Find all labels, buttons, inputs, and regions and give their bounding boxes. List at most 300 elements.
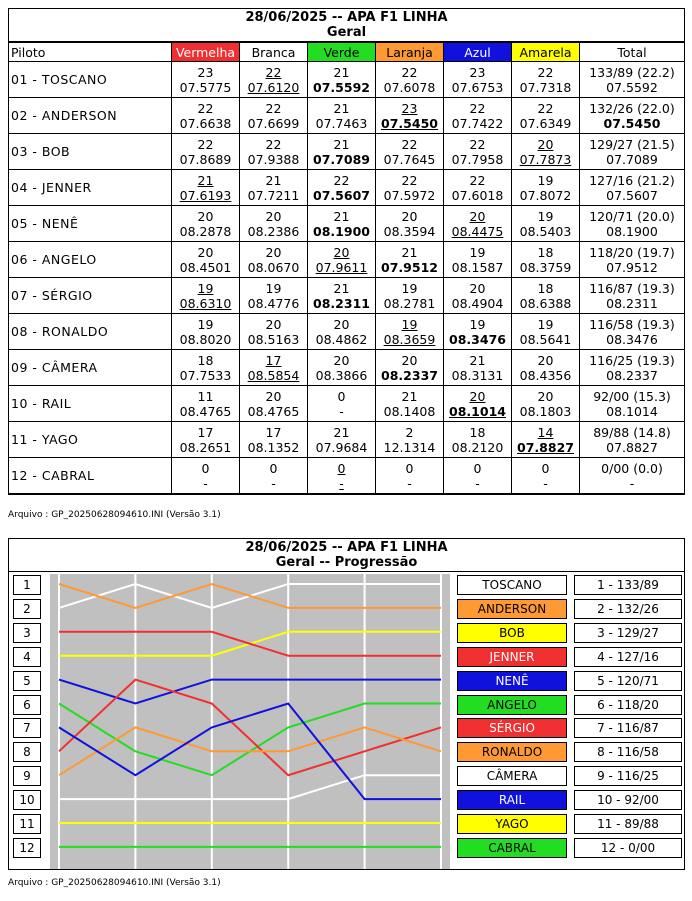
column-header-branca: Branca	[240, 43, 308, 62]
best-lap-value: 07.6638	[179, 115, 232, 131]
result-cell	[376, 278, 444, 314]
result-cell	[172, 62, 240, 98]
result-cell	[308, 206, 376, 242]
best-lap-value: 08.4765	[247, 403, 300, 419]
position-label: 5	[13, 671, 41, 691]
result-cell	[308, 170, 376, 206]
laps-value: 19	[537, 208, 554, 224]
total-score: 116/87 (19.3)	[589, 280, 675, 296]
best-lap-value: 08.5641	[519, 331, 572, 347]
best-lap-value: 08.3594	[383, 223, 436, 239]
result-cell	[240, 422, 308, 458]
best-lap-value: 07.5775	[179, 79, 232, 95]
result-cell	[308, 98, 376, 134]
total-cell	[580, 350, 685, 386]
column-header-laranja: Laranja	[376, 43, 444, 62]
laps-value: 20	[265, 388, 282, 404]
result-cell	[240, 350, 308, 386]
total-best-lap: 08.2337	[606, 367, 658, 383]
best-lap-value: 08.4862	[315, 331, 368, 347]
legend-score: 8 - 116/58	[574, 742, 682, 762]
laps-value: 0	[337, 460, 346, 476]
pilot-name: 01 - TOSCANO	[9, 62, 172, 98]
laps-value: 20	[469, 388, 486, 404]
laps-value: 22	[537, 64, 554, 80]
table-row	[9, 278, 684, 314]
result-cell	[444, 278, 512, 314]
result-cell	[512, 170, 580, 206]
result-cell	[240, 386, 308, 422]
result-cell	[172, 170, 240, 206]
pilot-name: 05 - NENÊ	[9, 206, 172, 242]
total-score: 133/89 (22.2)	[589, 64, 675, 80]
result-cell	[308, 314, 376, 350]
laps-value: 19	[537, 172, 554, 188]
result-cell	[512, 458, 580, 494]
best-lap-value: 07.6120	[247, 79, 300, 95]
table-row	[9, 242, 684, 278]
best-lap-value: 08.6388	[519, 295, 572, 311]
laps-value: 0	[541, 460, 550, 476]
laps-value: 18	[197, 352, 214, 368]
best-lap-value: -	[271, 475, 276, 491]
laps-value: 18	[469, 424, 486, 440]
legend-pilot-name: RONALDO	[457, 742, 567, 762]
legend-score: 5 - 120/71	[574, 671, 682, 691]
result-cell	[240, 278, 308, 314]
total-score: 92/00 (15.3)	[593, 388, 671, 404]
result-cell	[512, 62, 580, 98]
laps-value: 22	[469, 100, 486, 116]
position-label: 4	[13, 647, 41, 667]
laps-value: 20	[333, 352, 350, 368]
position-label: 8	[13, 742, 41, 762]
laps-value: 19	[197, 316, 214, 332]
position-label: 2	[13, 599, 41, 619]
total-score: 89/88 (14.8)	[593, 424, 671, 440]
total-cell	[580, 314, 685, 350]
best-lap-value: 08.2878	[179, 223, 232, 239]
total-best-lap: -	[629, 475, 635, 491]
total-column-header: Total	[580, 43, 685, 62]
position-label: 1	[13, 575, 41, 595]
best-lap-value: 08.8020	[179, 331, 232, 347]
result-cell	[172, 386, 240, 422]
pilot-name: 08 - RONALDO	[9, 314, 172, 350]
best-lap-value: 07.6349	[519, 115, 572, 131]
result-cell	[308, 134, 376, 170]
total-score: 116/25 (19.3)	[589, 352, 675, 368]
best-lap-value: 08.1803	[519, 403, 572, 419]
laps-value: 21	[333, 64, 350, 80]
result-cell	[240, 170, 308, 206]
laps-value: 20	[537, 352, 554, 368]
laps-value: 20	[537, 136, 554, 152]
total-score: 0/00 (0.0)	[601, 460, 663, 476]
results-header	[9, 9, 684, 42]
total-best-lap: 07.7089	[606, 151, 658, 167]
table-row	[9, 170, 684, 206]
laps-value: 22	[401, 136, 418, 152]
result-cell	[512, 314, 580, 350]
table-row	[9, 350, 684, 386]
total-cell	[580, 206, 685, 242]
result-cell	[240, 314, 308, 350]
laps-value: 19	[469, 316, 486, 332]
result-cell	[308, 350, 376, 386]
laps-value: 18	[537, 280, 554, 296]
best-lap-value: 08.5854	[247, 367, 300, 383]
laps-value: 11	[197, 388, 214, 404]
best-lap-value: 07.7089	[313, 151, 370, 167]
total-cell	[580, 134, 685, 170]
result-cell	[172, 242, 240, 278]
result-cell	[444, 206, 512, 242]
total-cell	[580, 242, 685, 278]
total-best-lap: 07.5607	[606, 187, 658, 203]
best-lap-value: -	[339, 475, 344, 491]
result-cell	[444, 350, 512, 386]
best-lap-value: 07.7422	[451, 115, 504, 131]
total-best-lap: 08.2311	[606, 295, 658, 311]
pilot-name: 10 - RAIL	[9, 386, 172, 422]
result-cell	[240, 242, 308, 278]
result-cell	[512, 242, 580, 278]
result-cell	[172, 206, 240, 242]
best-lap-value: 12.1314	[383, 439, 436, 455]
laps-value: 21	[265, 172, 282, 188]
laps-value: 19	[537, 316, 554, 332]
legend-score: 10 - 92/00	[574, 790, 682, 810]
best-lap-value: 08.1014	[449, 403, 506, 419]
total-best-lap: 08.3476	[606, 331, 658, 347]
best-lap-value: 07.6193	[179, 187, 232, 203]
chart-background	[50, 574, 450, 869]
result-cell	[308, 422, 376, 458]
progression-header	[9, 539, 684, 572]
best-lap-value: 08.4356	[519, 367, 572, 383]
best-lap-value: 07.7873	[519, 151, 572, 167]
best-lap-value: -	[543, 475, 548, 491]
total-best-lap: 08.1900	[606, 223, 658, 239]
total-score: 129/27 (21.5)	[589, 136, 675, 152]
progression-subtitle: Geral -- Progressão	[275, 555, 418, 570]
result-cell	[512, 278, 580, 314]
total-cell	[580, 422, 685, 458]
position-label: 11	[13, 814, 41, 834]
legend-pilot-name: ANGELO	[457, 695, 567, 715]
best-lap-value: 08.1408	[383, 403, 436, 419]
results-footer: Arquivo : GP_20250628094610.INI (Versão 3.1)	[8, 510, 221, 520]
pilot-name: 03 - BOB	[9, 134, 172, 170]
position-label: 6	[13, 695, 41, 715]
legend-score: 6 - 118/20	[574, 695, 682, 715]
result-cell	[376, 134, 444, 170]
result-cell	[172, 278, 240, 314]
position-label: 10	[13, 790, 41, 810]
laps-value: 2	[405, 424, 414, 440]
legend-pilot-name: NENÊ	[457, 671, 567, 691]
result-cell	[240, 134, 308, 170]
column-header-azul: Azul	[444, 43, 512, 62]
result-cell	[512, 206, 580, 242]
progression-panel	[8, 538, 685, 870]
best-lap-value: 07.5607	[313, 187, 370, 203]
result-cell	[376, 206, 444, 242]
best-lap-value: 08.6310	[179, 295, 232, 311]
results-column-headers	[9, 43, 684, 62]
result-cell	[376, 242, 444, 278]
result-cell	[376, 350, 444, 386]
progression-chart	[50, 574, 450, 869]
best-lap-value: 08.2120	[451, 439, 504, 455]
table-row	[9, 134, 684, 170]
laps-value: 21	[197, 172, 214, 188]
result-cell	[376, 422, 444, 458]
laps-value: 19	[197, 280, 214, 296]
legend-pilot-name: TOSCANO	[457, 575, 567, 595]
result-cell	[376, 170, 444, 206]
table-row	[9, 206, 684, 242]
best-lap-value: 07.9611	[315, 259, 368, 275]
result-cell	[240, 458, 308, 494]
best-lap-value: 08.3659	[383, 331, 436, 347]
best-lap-value: 07.9388	[247, 151, 300, 167]
best-lap-value: 07.7211	[247, 187, 300, 203]
laps-value: 20	[265, 208, 282, 224]
result-cell	[308, 62, 376, 98]
best-lap-value: 08.5163	[247, 331, 300, 347]
total-best-lap: 07.5592	[606, 79, 658, 95]
laps-value: 22	[265, 100, 282, 116]
best-lap-value: 08.4501	[179, 259, 232, 275]
laps-value: 23	[469, 64, 486, 80]
laps-value: 21	[333, 280, 350, 296]
laps-value: 22	[265, 64, 282, 80]
laps-value: 22	[469, 136, 486, 152]
best-lap-value: 08.1900	[313, 223, 370, 239]
total-score: 120/71 (20.0)	[589, 208, 675, 224]
result-cell	[308, 278, 376, 314]
result-cell	[376, 98, 444, 134]
table-row	[9, 386, 684, 422]
result-cell	[512, 134, 580, 170]
best-lap-value: 08.4475	[451, 223, 504, 239]
laps-value: 21	[333, 424, 350, 440]
laps-value: 20	[401, 208, 418, 224]
best-lap-value: 07.7318	[519, 79, 572, 95]
best-lap-value: 07.6078	[383, 79, 436, 95]
best-lap-value: 07.9684	[315, 439, 368, 455]
best-lap-value: 08.3866	[315, 367, 368, 383]
best-lap-value: 08.2337	[381, 367, 438, 383]
best-lap-value: 08.4765	[179, 403, 232, 419]
laps-value: 21	[333, 208, 350, 224]
result-cell	[512, 422, 580, 458]
result-cell	[172, 98, 240, 134]
result-cell	[444, 134, 512, 170]
results-panel	[8, 8, 685, 495]
laps-value: 20	[197, 208, 214, 224]
result-cell	[308, 242, 376, 278]
laps-value: 22	[197, 136, 214, 152]
best-lap-value: 08.1587	[451, 259, 504, 275]
column-header-amarela: Amarela	[512, 43, 580, 62]
result-cell	[444, 314, 512, 350]
laps-value: 22	[197, 100, 214, 116]
best-lap-value: 07.7958	[451, 151, 504, 167]
best-lap-value: -	[339, 403, 344, 419]
laps-value: 20	[469, 280, 486, 296]
result-cell	[240, 62, 308, 98]
laps-value: 14	[537, 424, 554, 440]
total-best-lap: 08.1014	[606, 403, 658, 419]
best-lap-value: -	[475, 475, 480, 491]
result-cell	[376, 386, 444, 422]
best-lap-value: 08.3759	[519, 259, 572, 275]
result-cell	[172, 350, 240, 386]
best-lap-value: 08.4904	[451, 295, 504, 311]
result-cell	[512, 386, 580, 422]
result-cell	[172, 458, 240, 494]
laps-value: 23	[401, 100, 418, 116]
best-lap-value: 07.6699	[247, 115, 300, 131]
laps-value: 20	[469, 208, 486, 224]
best-lap-value: 08.2651	[179, 439, 232, 455]
legend-score: 3 - 129/27	[574, 623, 682, 643]
laps-value: 18	[537, 244, 554, 260]
best-lap-value: 07.9512	[381, 259, 438, 275]
legend-score: 7 - 116/87	[574, 718, 682, 738]
laps-value: 17	[265, 424, 282, 440]
result-cell	[444, 170, 512, 206]
laps-value: 17	[197, 424, 214, 440]
laps-value: 21	[333, 136, 350, 152]
result-cell	[376, 458, 444, 494]
result-cell	[444, 458, 512, 494]
best-lap-value: 08.2781	[383, 295, 436, 311]
table-row	[9, 458, 684, 494]
best-lap-value: -	[407, 475, 412, 491]
total-cell	[580, 62, 685, 98]
laps-value: 0	[405, 460, 414, 476]
pilot-name: 02 - ANDERSON	[9, 98, 172, 134]
result-cell	[172, 422, 240, 458]
result-cell	[444, 62, 512, 98]
best-lap-value: 08.2311	[313, 295, 370, 311]
laps-value: 0	[201, 460, 210, 476]
pilot-column-header: Piloto	[9, 43, 172, 62]
legend-pilot-name: CABRAL	[457, 838, 567, 858]
best-lap-value: 07.6018	[451, 187, 504, 203]
laps-value: 20	[333, 316, 350, 332]
result-cell	[444, 98, 512, 134]
legend-score: 4 - 127/16	[574, 647, 682, 667]
best-lap-value: 08.0670	[247, 259, 300, 275]
legend-pilot-name: SÉRGIO	[457, 718, 567, 738]
laps-value: 22	[401, 172, 418, 188]
best-lap-value: 07.7533	[179, 367, 232, 383]
result-cell	[444, 386, 512, 422]
total-cell	[580, 278, 685, 314]
total-score: 116/58 (19.3)	[589, 316, 675, 332]
laps-value: 22	[265, 136, 282, 152]
best-lap-value: 08.5403	[519, 223, 572, 239]
laps-value: 0	[473, 460, 482, 476]
pilot-name: 07 - SÉRGIO	[9, 278, 172, 314]
pilot-name: 12 - CABRAL	[9, 458, 172, 494]
best-lap-value: 08.3476	[449, 331, 506, 347]
table-row	[9, 62, 684, 98]
table-row	[9, 422, 684, 458]
laps-value: 19	[401, 280, 418, 296]
results-body	[9, 62, 684, 494]
laps-value: 20	[537, 388, 554, 404]
progression-footer: Arquivo : GP_20250628094610.INI (Versão 3.1)	[8, 878, 221, 888]
best-lap-value: 07.5450	[381, 115, 438, 131]
best-lap-value: 08.2386	[247, 223, 300, 239]
table-row	[9, 314, 684, 350]
result-cell	[444, 422, 512, 458]
pilot-name: 04 - JENNER	[9, 170, 172, 206]
result-cell	[512, 98, 580, 134]
result-cell	[376, 62, 444, 98]
best-lap-value: 07.7645	[383, 151, 436, 167]
position-label: 9	[13, 766, 41, 786]
legend-pilot-name: JENNER	[457, 647, 567, 667]
result-cell	[308, 386, 376, 422]
best-lap-value: 07.5592	[313, 79, 370, 95]
legend-score: 2 - 132/26	[574, 599, 682, 619]
result-cell	[172, 134, 240, 170]
laps-value: 21	[401, 388, 418, 404]
result-cell	[172, 314, 240, 350]
best-lap-value: 08.1352	[247, 439, 300, 455]
total-score: 118/20 (19.7)	[589, 244, 675, 260]
laps-value: 20	[265, 316, 282, 332]
best-lap-value: 07.8827	[517, 439, 574, 455]
results-title: 28/06/2025 -- APA F1 LINHA	[245, 10, 448, 25]
laps-value: 20	[401, 352, 418, 368]
total-best-lap: 07.5450	[603, 115, 661, 131]
pilot-name: 06 - ANGELO	[9, 242, 172, 278]
laps-value: 22	[401, 64, 418, 80]
progression-title: 28/06/2025 -- APA F1 LINHA	[245, 540, 448, 555]
legend-pilot-name: RAIL	[457, 790, 567, 810]
best-lap-value: -	[203, 475, 208, 491]
laps-value: 19	[265, 280, 282, 296]
best-lap-value: 07.8689	[179, 151, 232, 167]
laps-value: 19	[401, 316, 418, 332]
best-lap-value: 07.7463	[315, 115, 368, 131]
laps-value: 20	[333, 244, 350, 260]
legend-pilot-name: YAGO	[457, 814, 567, 834]
laps-value: 22	[469, 172, 486, 188]
pilot-name: 09 - CÂMERA	[9, 350, 172, 386]
result-cell	[240, 206, 308, 242]
result-cell	[240, 98, 308, 134]
total-best-lap: 07.9512	[606, 259, 658, 275]
legend-score: 11 - 89/88	[574, 814, 682, 834]
result-cell	[512, 350, 580, 386]
laps-value: 17	[265, 352, 282, 368]
legend-pilot-name: ANDERSON	[457, 599, 567, 619]
table-row	[9, 98, 684, 134]
legend-score: 9 - 116/25	[574, 766, 682, 786]
laps-value: 23	[197, 64, 214, 80]
pilot-name: 11 - YAGO	[9, 422, 172, 458]
result-cell	[444, 242, 512, 278]
